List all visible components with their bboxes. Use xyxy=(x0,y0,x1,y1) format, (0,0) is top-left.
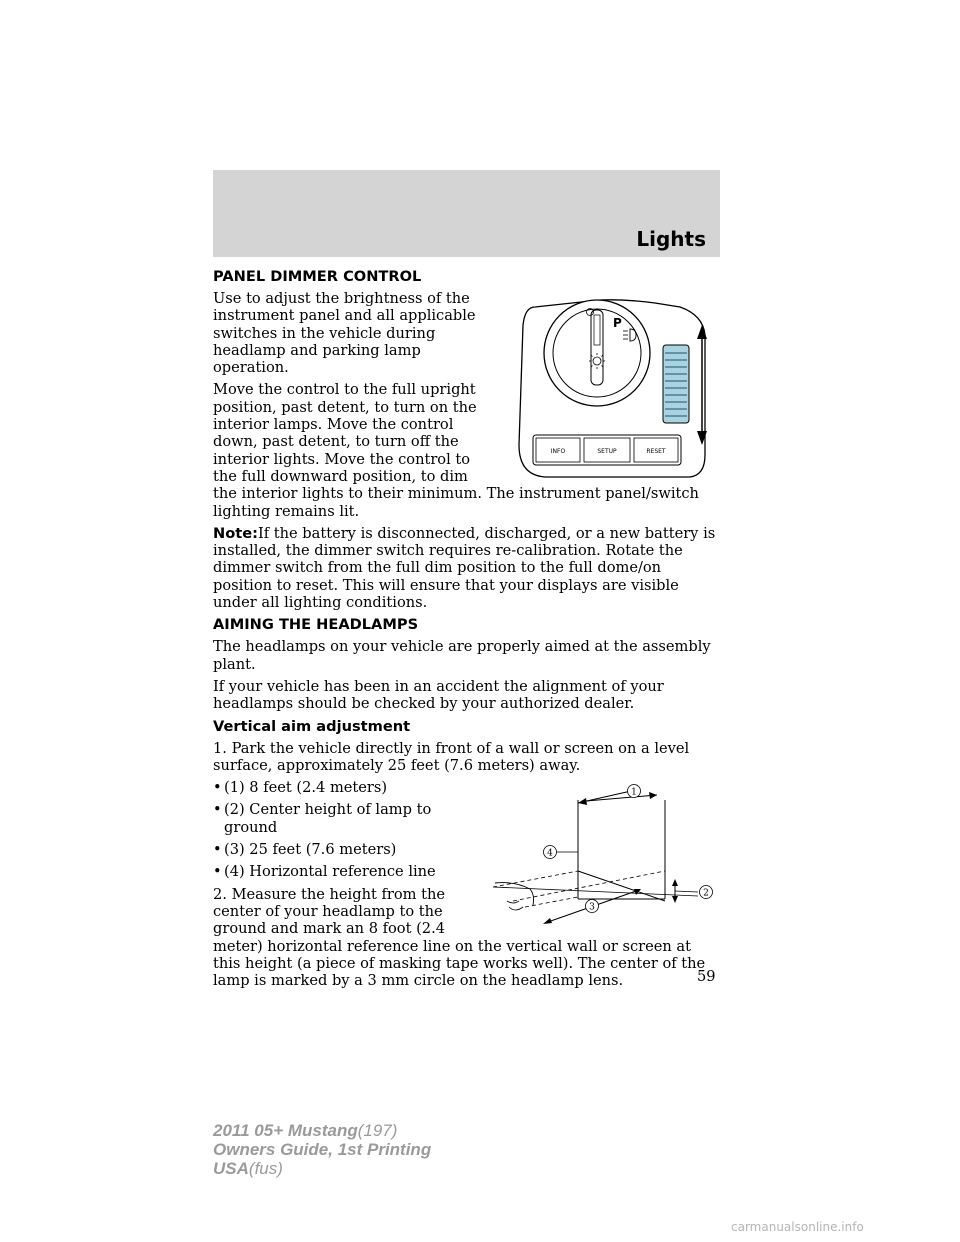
list-item: • (2) Center height of lamp to ground xyxy=(213,801,720,836)
dimmer-intro-paragraph: Use to adjust the brightness of the instrument panel and all applicable switches in the vehicle during headlamp and parking lamp operation. xyxy=(213,290,476,377)
heading-panel-dimmer: PANEL DIMMER CONTROL xyxy=(213,268,422,285)
reset-button-label: RESET xyxy=(646,448,666,455)
section-header-band xyxy=(213,170,720,257)
dimmer-usage-paragraph: Move the control to the full upright position, past detent, to turn on the interior lamps. Move the control down, past detent, to turn off the interior lights. Move the control to the full downward position, to dim the interior lights to their minimum. The instrument panel/switch lighting remains lit. xyxy=(213,381,699,520)
page-content xyxy=(213,268,720,994)
list-item: • (4) Horizontal reference line xyxy=(213,863,720,880)
aiming-accident-paragraph: If your vehicle has been in an accident the alignment of your headlamps should be checked by your authorized dealer. xyxy=(213,677,664,713)
heading-aiming-headlamps: AIMING THE HEADLAMPS xyxy=(213,616,419,634)
site-watermark: carmanualsonline.info xyxy=(731,1220,864,1234)
callout-1: 1 xyxy=(631,787,637,798)
list-item: • (3) 25 feet (7.6 meters) xyxy=(213,841,720,858)
footer-model-code: (197) xyxy=(357,1121,398,1140)
callout-2: 2 xyxy=(703,888,709,899)
info-button-label: INFO xyxy=(550,448,566,455)
footer-market: USA xyxy=(213,1159,249,1178)
list-item: • (1) 8 feet (2.4 meters) xyxy=(213,779,720,796)
heading-vertical-aim: Vertical aim adjustment xyxy=(213,717,411,735)
measurement-legend-list xyxy=(213,779,720,880)
footer-model: 2011 05+ Mustang xyxy=(213,1121,358,1140)
step-2-paragraph: 2. Measure the height from the center of your headlamp to the ground and mark an 8 foot (2.4 meter) horizontal reference line on the vertical wall or screen at this height (a piece of masking tape works well). The center of the lamp is marked by a 3 mm circle on the headlamp lens. xyxy=(213,885,706,990)
callout-3: 3 xyxy=(589,902,595,913)
dimmer-switch-figure xyxy=(505,295,720,485)
note-text: If the battery is disconnected, discharged, or a new battery is installed, the dimmer switch requires re-calibration. Rotate the dimmer switch from the full dim position to the full dome/on position to reset. This will ensure that your displays are visible under all lighting conditions. xyxy=(213,524,716,612)
page-number: 59 xyxy=(697,968,716,985)
callout-4: 4 xyxy=(547,848,553,859)
aiming-intro-paragraph: The headlamps on your vehicle are properly aimed at the assembly plant. xyxy=(213,638,711,673)
footer-market-code: (fus) xyxy=(248,1159,283,1178)
section-title: Lights xyxy=(636,227,706,251)
footer-guide: Owners Guide, 1st Printing xyxy=(213,1140,432,1159)
document-footer xyxy=(213,1121,431,1178)
note-paragraph xyxy=(213,525,720,611)
setup-button-label: SETUP xyxy=(597,448,617,455)
step-1-paragraph: 1. Park the vehicle directly in front of a wall or screen on a level surface, approximately 25 feet (7.6 meters) away. xyxy=(213,739,690,774)
note-label: Note: xyxy=(213,524,258,542)
headlamp-control-illustration xyxy=(505,295,720,485)
parking-lamp-mark: P xyxy=(613,316,622,330)
